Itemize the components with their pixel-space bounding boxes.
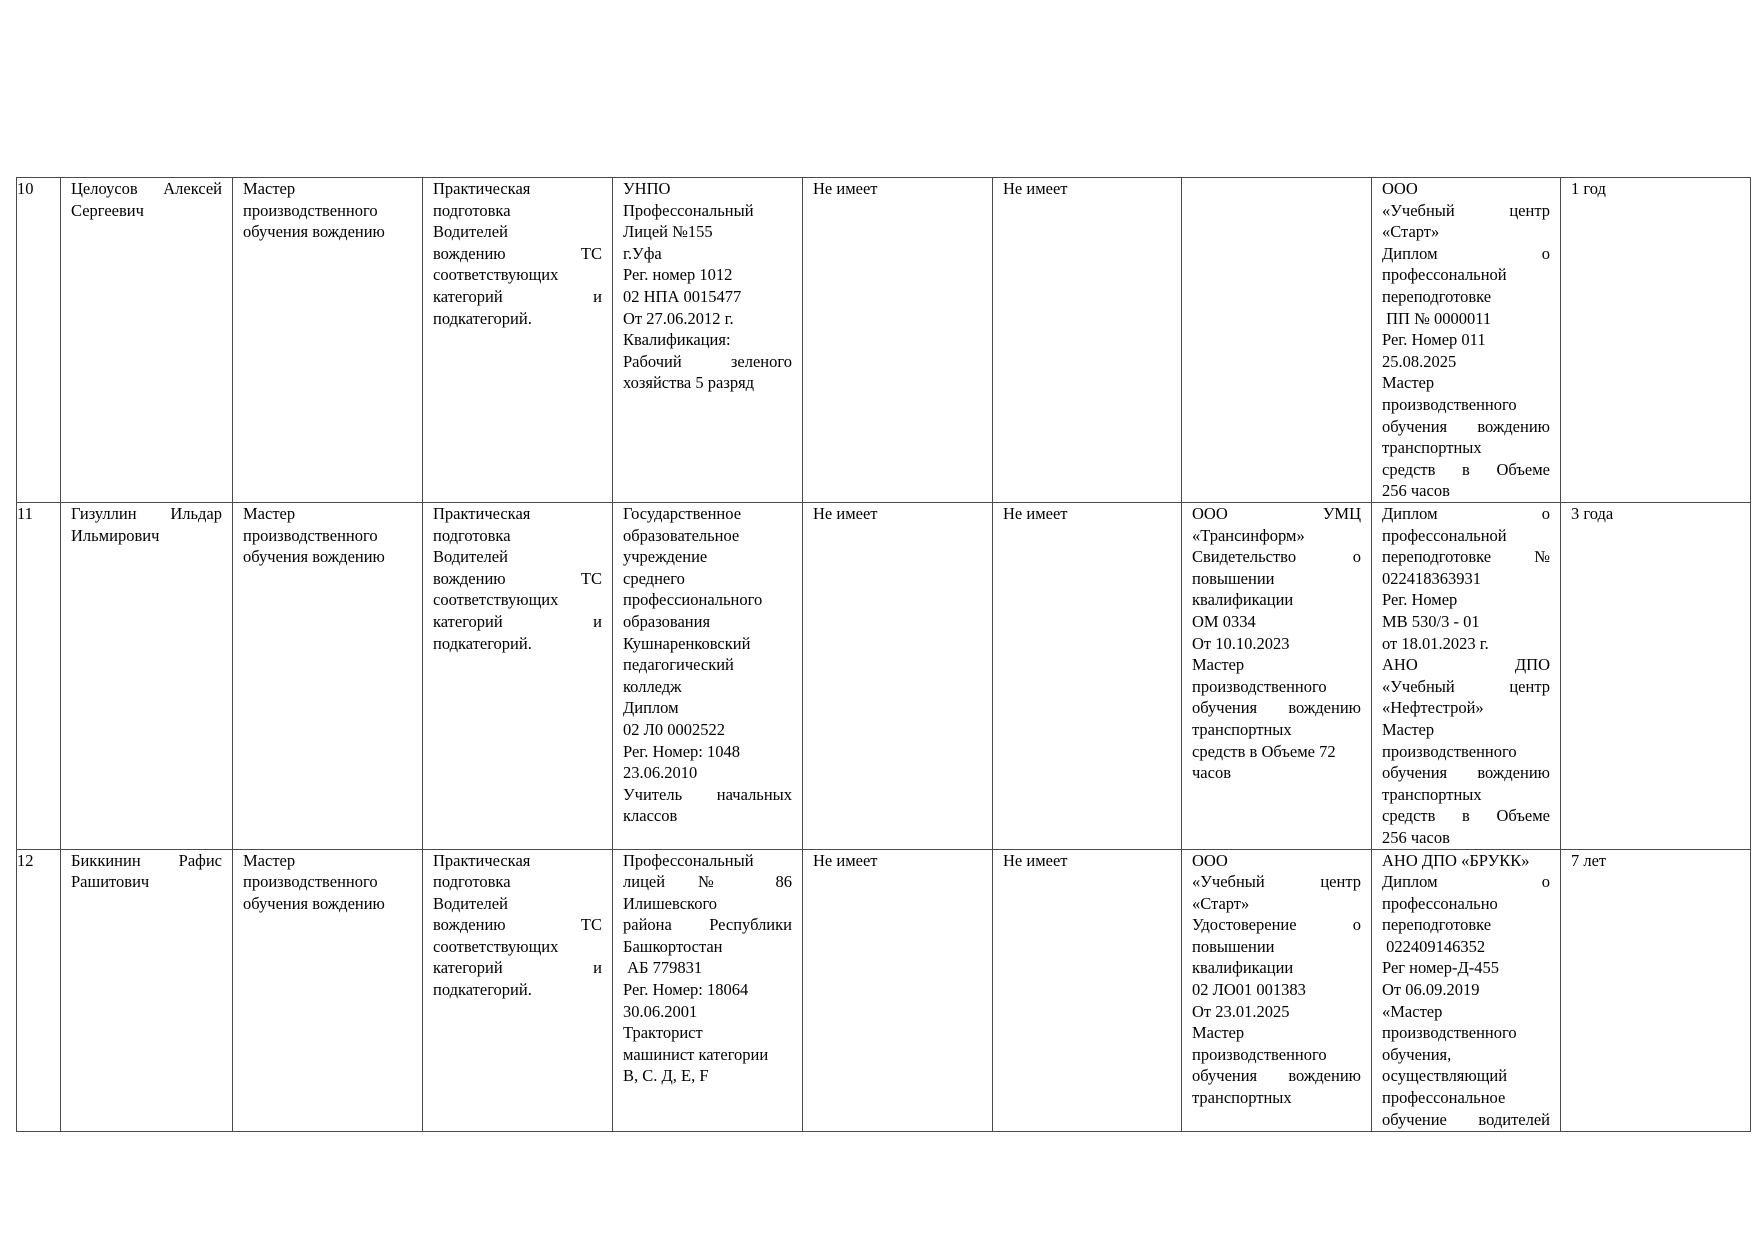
education-line: Профессональный [623, 850, 754, 870]
cell-title [993, 178, 1182, 503]
subject-line: категорий и [433, 286, 602, 306]
education-line: Учитель начальных [623, 784, 792, 804]
subject-line: Водителей [433, 222, 508, 242]
cell-title [993, 849, 1182, 1131]
subject-line: категорий и [433, 611, 602, 631]
experience-line: 3 года [1571, 504, 1614, 523]
cell-education [613, 503, 803, 850]
retraining-line: обучения вождению [1382, 416, 1550, 436]
subject-line: Практическая [433, 850, 531, 870]
cell-subject [423, 178, 613, 503]
qualification-line: Мастер [1192, 1023, 1245, 1043]
education-line: образования [623, 611, 711, 631]
cell-experience [1561, 178, 1751, 503]
retraining-line: Диплом о [1382, 872, 1550, 892]
qualification-line: транспортных [1192, 1088, 1292, 1108]
retraining-line: профессональной [1382, 525, 1507, 545]
education-line: 02 Л0 0002522 [623, 719, 725, 739]
retraining-line: АНО ДПО [1382, 655, 1550, 675]
position-line: обучения вождению [243, 893, 385, 913]
degree-line: Не имеет [813, 850, 878, 870]
education-line: хозяйства 5 разряд [623, 373, 755, 393]
subject-line: Водителей [433, 893, 508, 913]
education-line: района Республики [623, 915, 792, 935]
retraining-line: 25.08.2025 [1382, 351, 1457, 371]
row-number: 11 [17, 504, 33, 523]
qualification-line: Свидетельство о [1192, 547, 1361, 567]
education-line: 30.06.2001 [623, 1001, 698, 1021]
experience-line: 7 лет [1571, 850, 1607, 870]
education-line: Лицей №155 [623, 222, 713, 242]
retraining-line: профессональное [1382, 1088, 1506, 1108]
name-line: Целоусов Алексей [71, 179, 222, 198]
subject-line: категорий и [433, 958, 602, 978]
cell-qualification [1182, 178, 1372, 503]
retraining-line: осуществляющий [1382, 1066, 1508, 1086]
education-line: От 27.06.2012 г. [623, 308, 734, 328]
retraining-line: Диплом о [1382, 504, 1550, 523]
education-line: УНПО [623, 179, 671, 198]
retraining-line: переподготовке [1382, 286, 1492, 306]
cell-education [613, 849, 803, 1131]
retraining-line: производственного [1382, 741, 1517, 761]
qualification-line: квалификации [1192, 590, 1294, 610]
retraining-line: 256 часов [1382, 827, 1450, 847]
qualification-line: обучения вождению [1192, 698, 1361, 718]
subject-line: подкатегорий. [433, 980, 532, 1000]
table-row [17, 849, 1751, 1131]
table-row [17, 503, 1751, 850]
retraining-line: АНО ДПО «БРУКК» [1382, 850, 1530, 870]
position-line: обучения вождению [243, 222, 385, 242]
table-row [17, 178, 1751, 503]
education-line: Башкортостан [623, 936, 723, 956]
cell-name [61, 178, 233, 503]
cell-experience [1561, 503, 1751, 850]
qualification-line: квалификации [1192, 958, 1294, 978]
qualification-line: обучения вождению [1192, 1066, 1361, 1086]
cell-subject [423, 849, 613, 1131]
retraining-line: транспортных [1382, 784, 1482, 804]
retraining-line: Рег. Номер 011 [1382, 330, 1486, 350]
cell-degree [803, 178, 993, 503]
cell-name [61, 503, 233, 850]
retraining-line: 022409146352 [1382, 936, 1486, 956]
education-line: среднего [623, 568, 685, 588]
education-line: Кушнаренковский [623, 633, 751, 653]
education-line: лицей № 86 [623, 872, 792, 892]
cell-degree [803, 503, 993, 850]
education-line: АБ 779831 [623, 958, 703, 978]
cell-title [993, 503, 1182, 850]
retraining-line: обучения, [1382, 1044, 1452, 1064]
retraining-line: МВ 530/3 - 01 [1382, 611, 1480, 631]
subject-line: Практическая [433, 504, 531, 523]
qualification-line: 02 ЛО01 001383 [1192, 980, 1306, 1000]
qualification-line: Удостоверение о [1192, 915, 1361, 935]
retraining-line: транспортных [1382, 438, 1482, 458]
row-number: 10 [17, 179, 34, 198]
education-line: Илишевского [623, 893, 718, 913]
retraining-line: ПП № 0000011 [1382, 308, 1492, 328]
cell-num [17, 503, 61, 850]
education-line: г.Уфа [623, 243, 662, 263]
position-line: производственного [243, 872, 378, 892]
qualification-line: «Учебный центр [1192, 872, 1361, 892]
degree-line: Не имеет [813, 179, 878, 198]
education-line: Тракторист [623, 1023, 703, 1043]
retraining-line: обучения вождению [1382, 763, 1550, 783]
education-line: Рег. Номер: 18064 [623, 980, 749, 1000]
position-line: Мастер [243, 504, 296, 523]
cell-retraining [1372, 849, 1561, 1131]
cell-retraining [1372, 178, 1561, 503]
cell-qualification [1182, 849, 1372, 1131]
name-line: Ильмирович [71, 525, 160, 545]
education-line: Рег. Номер: 1048 [623, 741, 741, 761]
qualification-line: средств в Объеме 72 [1192, 741, 1336, 761]
retraining-line: «Учебный центр [1382, 200, 1550, 220]
qualification-line: ООО УМЦ [1192, 504, 1361, 523]
retraining-line: Рег. Номер [1382, 590, 1458, 610]
position-line: Мастер [243, 179, 296, 198]
subject-line: подготовка [433, 200, 511, 220]
retraining-line: производственного [1382, 394, 1517, 414]
retraining-line: «Мастер [1382, 1001, 1443, 1021]
subject-line: вождению ТС [433, 568, 602, 588]
retraining-line: ООО [1382, 179, 1418, 198]
retraining-line: Рег номер-Д-455 [1382, 958, 1499, 978]
name-line: Биккинин Рафис [71, 850, 222, 870]
education-line: педагогический [623, 655, 734, 675]
education-line: профессионального [623, 590, 763, 610]
position-line: производственного [243, 200, 378, 220]
retraining-line: «Учебный центр [1382, 676, 1550, 696]
staff-table [16, 177, 1751, 1132]
retraining-line: 022418363931 [1382, 568, 1481, 588]
subject-line: подкатегорий. [433, 308, 532, 328]
cell-position [233, 503, 423, 850]
education-line: 02 НПА 0015477 [623, 286, 742, 306]
cell-experience [1561, 849, 1751, 1131]
education-line: 23.06.2010 [623, 763, 698, 783]
qualification-line: ООО [1192, 850, 1228, 870]
education-line: классов [623, 806, 678, 826]
subject-line: Практическая [433, 179, 531, 198]
position-line: обучения вождению [243, 547, 385, 567]
qualification-line: От 10.10.2023 [1192, 633, 1290, 653]
retraining-line: средств в Объеме [1382, 459, 1550, 479]
cell-retraining [1372, 503, 1561, 850]
education-line: машинист категории [623, 1044, 769, 1064]
retraining-line: обучение водителей [1382, 1109, 1550, 1129]
cell-name [61, 849, 233, 1131]
retraining-line: 256 часов [1382, 481, 1450, 501]
education-line: Квалификация: [623, 330, 731, 350]
education-line: учреждение [623, 547, 708, 567]
qualification-line: повышении [1192, 568, 1275, 588]
education-line: образовательное [623, 525, 740, 545]
retraining-line: «Нефтестрой» [1382, 698, 1484, 718]
retraining-line: От 06.09.2019 [1382, 980, 1480, 1000]
qualification-line: транспортных [1192, 719, 1292, 739]
retraining-line: профессонально [1382, 893, 1498, 913]
education-line: колледж [623, 676, 682, 696]
position-line: производственного [243, 525, 378, 545]
subject-line: соответствующих [433, 265, 559, 285]
education-line: Диплом [623, 698, 679, 718]
education-line: Рег. номер 1012 [623, 265, 733, 285]
degree-line: Не имеет [813, 504, 878, 523]
retraining-line: переподготовке [1382, 915, 1492, 935]
position-line: Мастер [243, 850, 296, 870]
qualification-line: производственного [1192, 676, 1327, 696]
staff-table-body [17, 178, 1751, 1132]
cell-num [17, 849, 61, 1131]
education-line: Государственное [623, 504, 742, 523]
qualification-line: часов [1192, 763, 1231, 783]
retraining-line: средств в Объеме [1382, 806, 1550, 826]
cell-position [233, 178, 423, 503]
cell-position [233, 849, 423, 1131]
title-line: Не имеет [1003, 179, 1068, 198]
retraining-line: «Старт» [1382, 222, 1440, 242]
cell-qualification [1182, 503, 1372, 850]
subject-line: подкатегорий. [433, 633, 532, 653]
education-line: Профессональный [623, 200, 754, 220]
name-line: Гизуллин Ильдар [71, 504, 222, 523]
subject-line: подготовка [433, 525, 511, 545]
cell-degree [803, 849, 993, 1131]
qualification-line: «Трансинформ» [1192, 525, 1305, 545]
title-line: Не имеет [1003, 504, 1068, 523]
subject-line: соответствующих [433, 936, 559, 956]
title-line: Не имеет [1003, 850, 1068, 870]
cell-subject [423, 503, 613, 850]
qualification-line: «Старт» [1192, 893, 1250, 913]
qualification-line: повышении [1192, 936, 1275, 956]
retraining-line: профессональной [1382, 265, 1507, 285]
experience-line: 1 год [1571, 179, 1606, 198]
row-number: 12 [17, 850, 34, 870]
retraining-line: Мастер [1382, 373, 1435, 393]
retraining-line: Диплом о [1382, 243, 1550, 263]
qualification-line: ОМ 0334 [1192, 611, 1256, 631]
education-line: Рабочий зеленого [623, 351, 792, 371]
qualification-line: От 23.01.2025 [1192, 1001, 1290, 1021]
subject-line: Водителей [433, 547, 508, 567]
retraining-line: переподготовке № [1382, 547, 1550, 567]
retraining-line: от 18.01.2023 г. [1382, 633, 1489, 653]
subject-line: вождению ТС [433, 915, 602, 935]
qualification-line: производственного [1192, 1044, 1327, 1064]
name-line: Рашитович [71, 872, 150, 892]
education-line: В, С. Д, Е, F [623, 1066, 709, 1086]
name-line: Сергеевич [71, 200, 144, 220]
subject-line: соответствующих [433, 590, 559, 610]
retraining-line: производственного [1382, 1023, 1517, 1043]
subject-line: вождению ТС [433, 243, 602, 263]
subject-line: подготовка [433, 872, 511, 892]
cell-education [613, 178, 803, 503]
cell-num [17, 178, 61, 503]
qualification-line: Мастер [1192, 655, 1245, 675]
retraining-line: Мастер [1382, 719, 1435, 739]
